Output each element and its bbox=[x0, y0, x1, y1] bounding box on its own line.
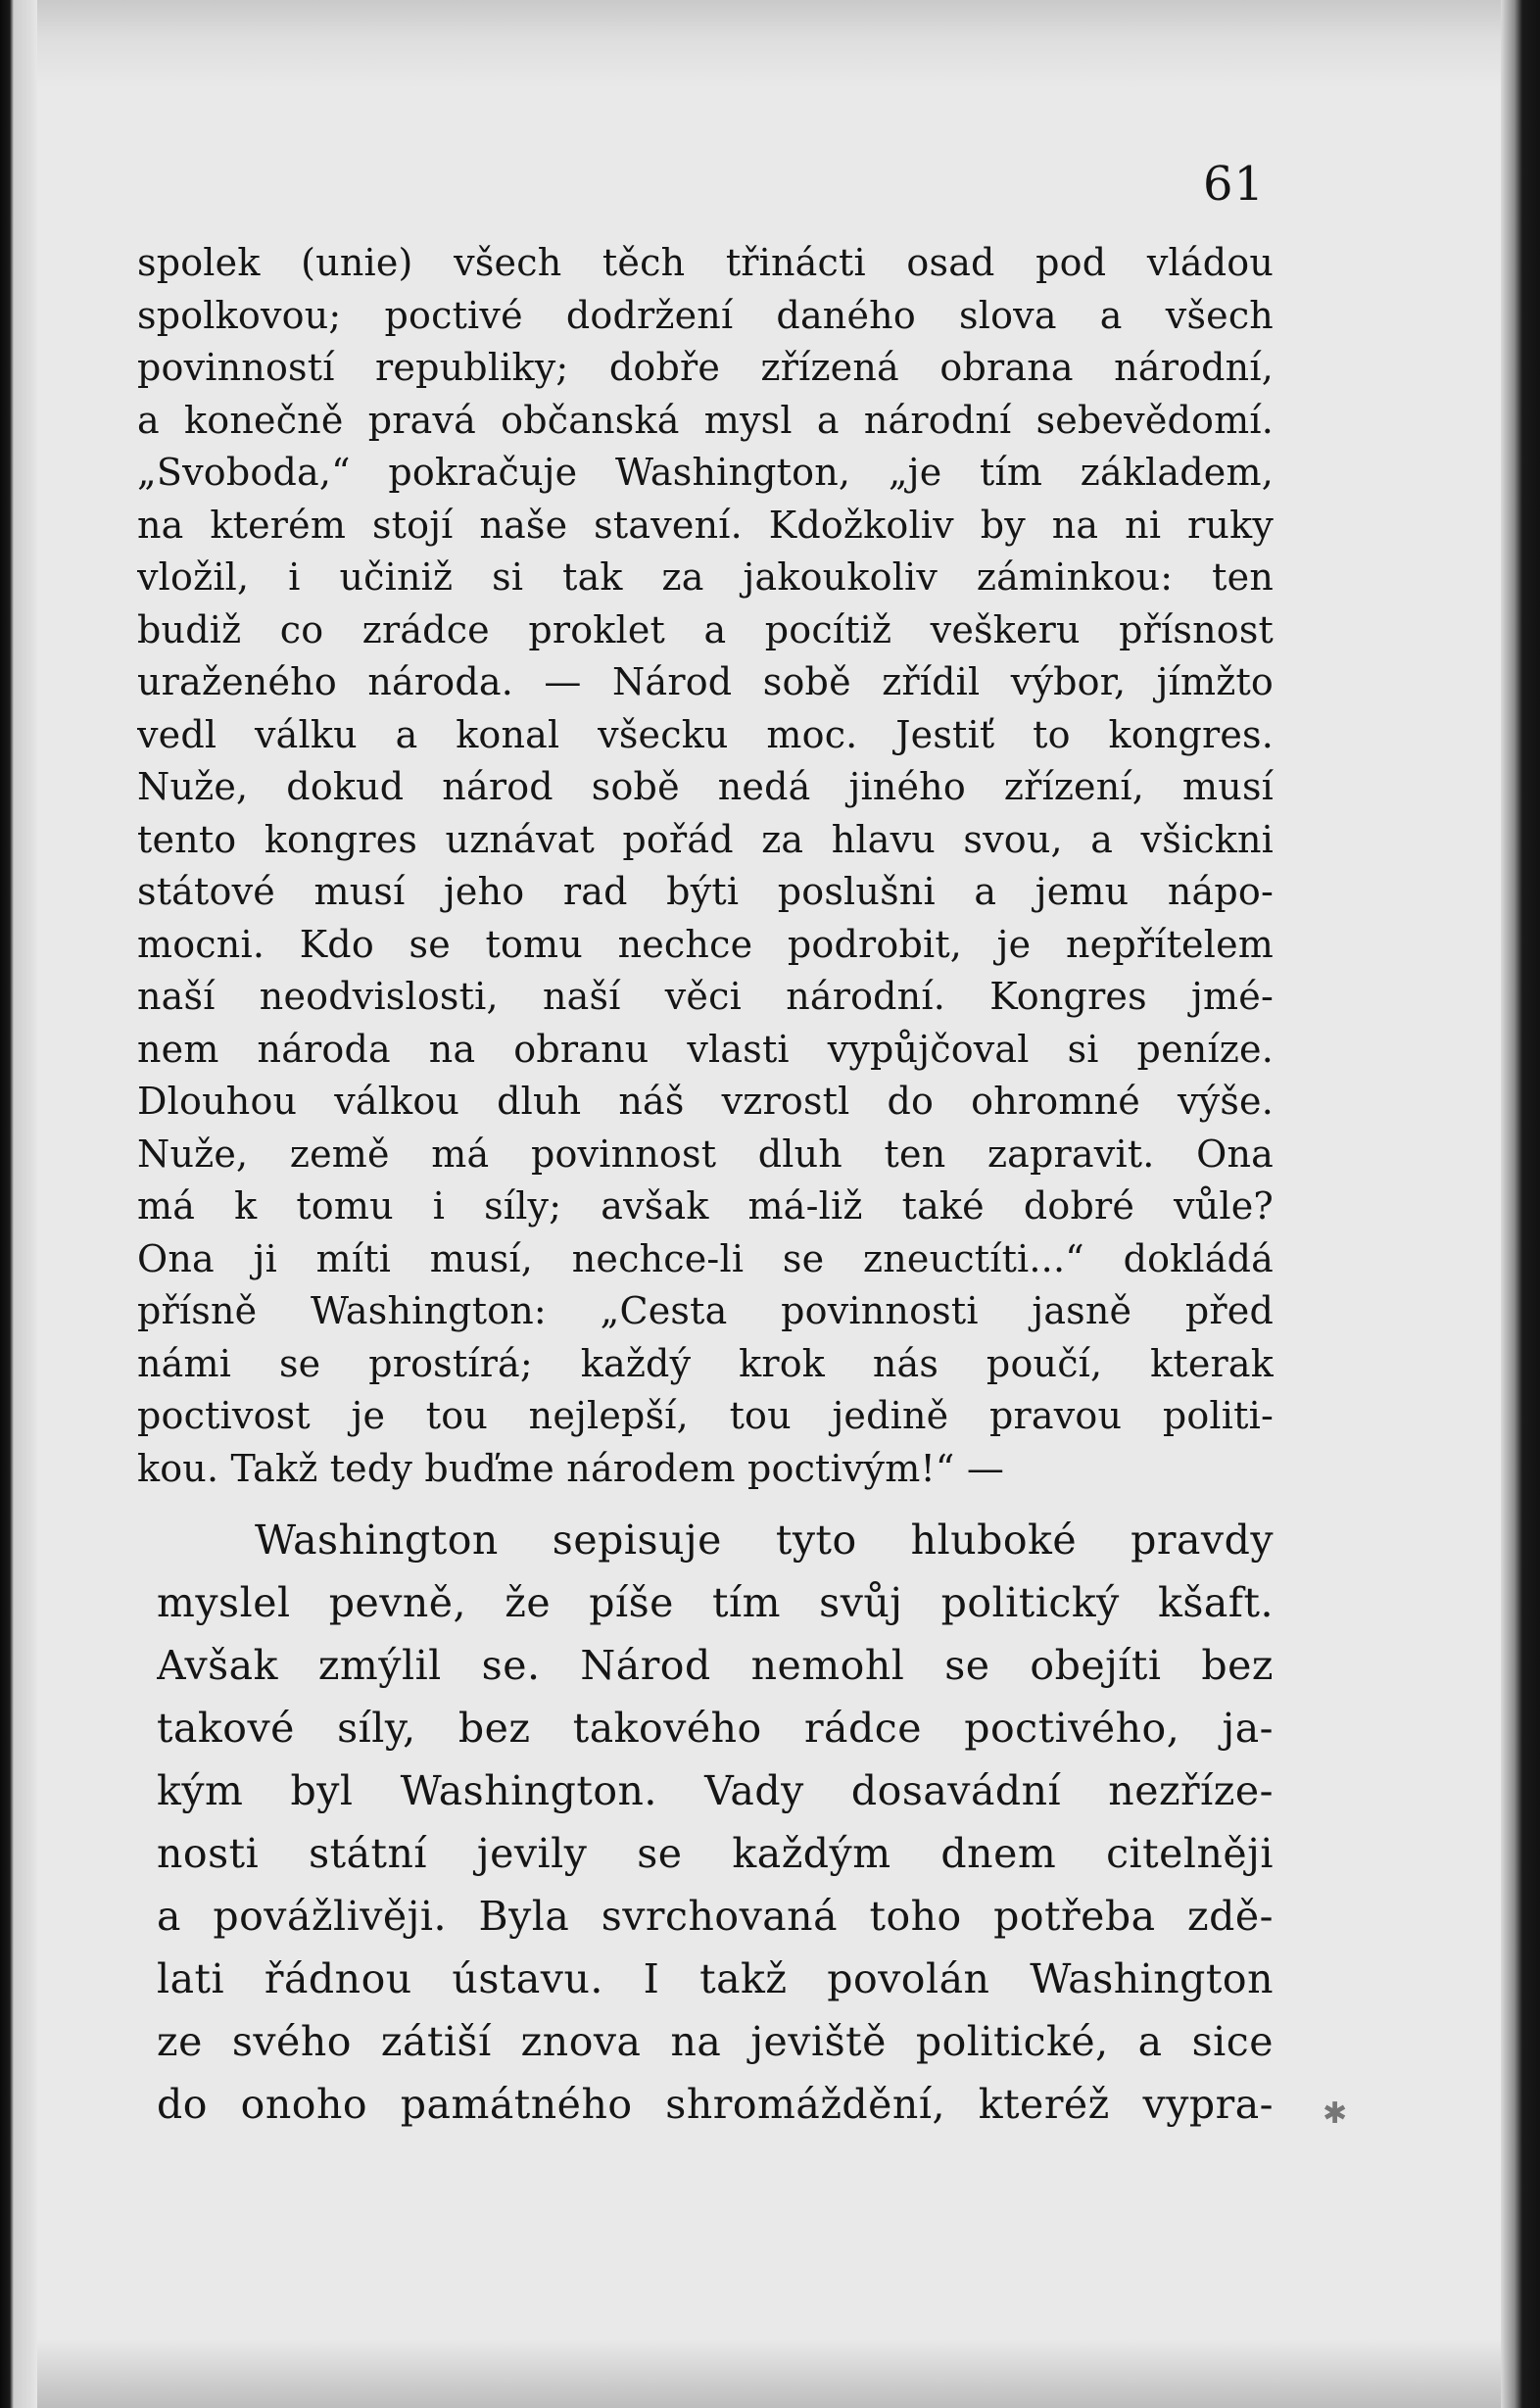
text-line: Dlouhou válkou dluh náš vzrostl do ohromné výše. bbox=[137, 1080, 1274, 1123]
text-line: ze svého zátiší znova na jeviště politické, a sice bbox=[157, 2018, 1274, 2065]
text-line: vložil, i učiniž si tak za jakoukoliv záminkou: ten bbox=[137, 555, 1274, 599]
text-line: nem národa na obranu vlasti vypůjčoval si peníze. bbox=[137, 1027, 1274, 1071]
text-line: povinností republiky; dobře zřízená obrana národní, bbox=[137, 346, 1274, 389]
text-line: myslel pevně, že píše tím svůj politický kšaft. bbox=[157, 1579, 1274, 1626]
page-right-edge bbox=[1501, 0, 1540, 2408]
text-line: „Svoboda,“ pokračuje Washington, „je tím základem, bbox=[137, 451, 1274, 494]
page-top-shading bbox=[0, 0, 1540, 88]
paragraph-2 bbox=[137, 1509, 1274, 2136]
text-line: přísně Washington: „Cesta povinnosti jasně před bbox=[137, 1289, 1274, 1332]
text-line: do onoho památného shromáždění, kteréž vypra- bbox=[157, 2081, 1274, 2128]
page-bottom-shading bbox=[0, 2339, 1540, 2408]
text-line: a povážlivěji. Byla svrchovaná toho potřeba zdě- bbox=[157, 1893, 1274, 1940]
text-line: mocni. Kdo se tomu nechce podrobit, je nepřítelem bbox=[137, 922, 1274, 966]
text-line: námi se prostírá; každý krok nás poučí, kterak bbox=[137, 1341, 1274, 1385]
text-line: budiž co zrádce proklet a pocítiž veškeru přísnost bbox=[137, 607, 1274, 651]
text-line: Washington sepisuje tyto hluboké pravdy bbox=[255, 1517, 1274, 1564]
body-text bbox=[137, 237, 1274, 2136]
text-line: kým byl Washington. Vady dosavádní nezříze- bbox=[157, 1767, 1274, 1814]
text-line: Ona ji míti musí, nechce-li se zneuctíti...“ dokládá bbox=[137, 1236, 1274, 1280]
text-line: státové musí jeho rad býti poslušni a jemu nápo- bbox=[137, 870, 1274, 913]
text-line: tento kongres uznávat pořád za hlavu svou, a všickni bbox=[137, 817, 1274, 861]
text-line: Avšak zmýlil se. Národ nemohl se obejíti bez bbox=[157, 1642, 1274, 1689]
text-line: spolkovou; poctivé dodržení daného slova a všech bbox=[137, 293, 1274, 337]
text-line: na kterém stojí naše stavení. Kdožkoliv by na ni ruky bbox=[137, 503, 1274, 547]
text-line: Nuže, země má povinnost dluh ten zapravit. Ona bbox=[137, 1132, 1274, 1176]
text-line: uraženého národa. — Národ sobě zřídil výbor, jímžto bbox=[137, 660, 1274, 703]
binding-edge bbox=[0, 0, 37, 2408]
text-line: spolek (unie) všech těch třinácti osad pod vládou bbox=[137, 241, 1274, 284]
paragraph-1 bbox=[137, 237, 1274, 1495]
text-line: nosti státní jevily se každým dnem citelněji bbox=[157, 1830, 1274, 1877]
text-line: lati řádnou ústavu. I takž povolán Washington bbox=[157, 1955, 1274, 2002]
text-line: vedl válku a konal všecku moc. Jestiť to kongres. bbox=[137, 712, 1274, 756]
page-number: 61 bbox=[1203, 157, 1266, 212]
text-line: Nuže, dokud národ sobě nedá jiného zřízení, musí bbox=[137, 765, 1274, 808]
text-line: kou. Takž tedy buďme národem poctivým!“ — bbox=[137, 1446, 1005, 1490]
text-line: a konečně pravá občanská mysl a národní sebevědomí. bbox=[137, 398, 1274, 442]
text-line: poctivost je tou nejlepší, tou jedině pravou politi- bbox=[137, 1394, 1274, 1437]
text-line: takové síly, bez takového rádce poctivého, ja- bbox=[157, 1705, 1274, 1752]
text-line: naší neodvislosti, naší věci národní. Kongres jmé- bbox=[137, 975, 1274, 1018]
text-line: má k tomu i síly; avšak má-liž také dobré vůle? bbox=[137, 1184, 1274, 1228]
margin-speck-icon: ✱ bbox=[1323, 2096, 1348, 2131]
